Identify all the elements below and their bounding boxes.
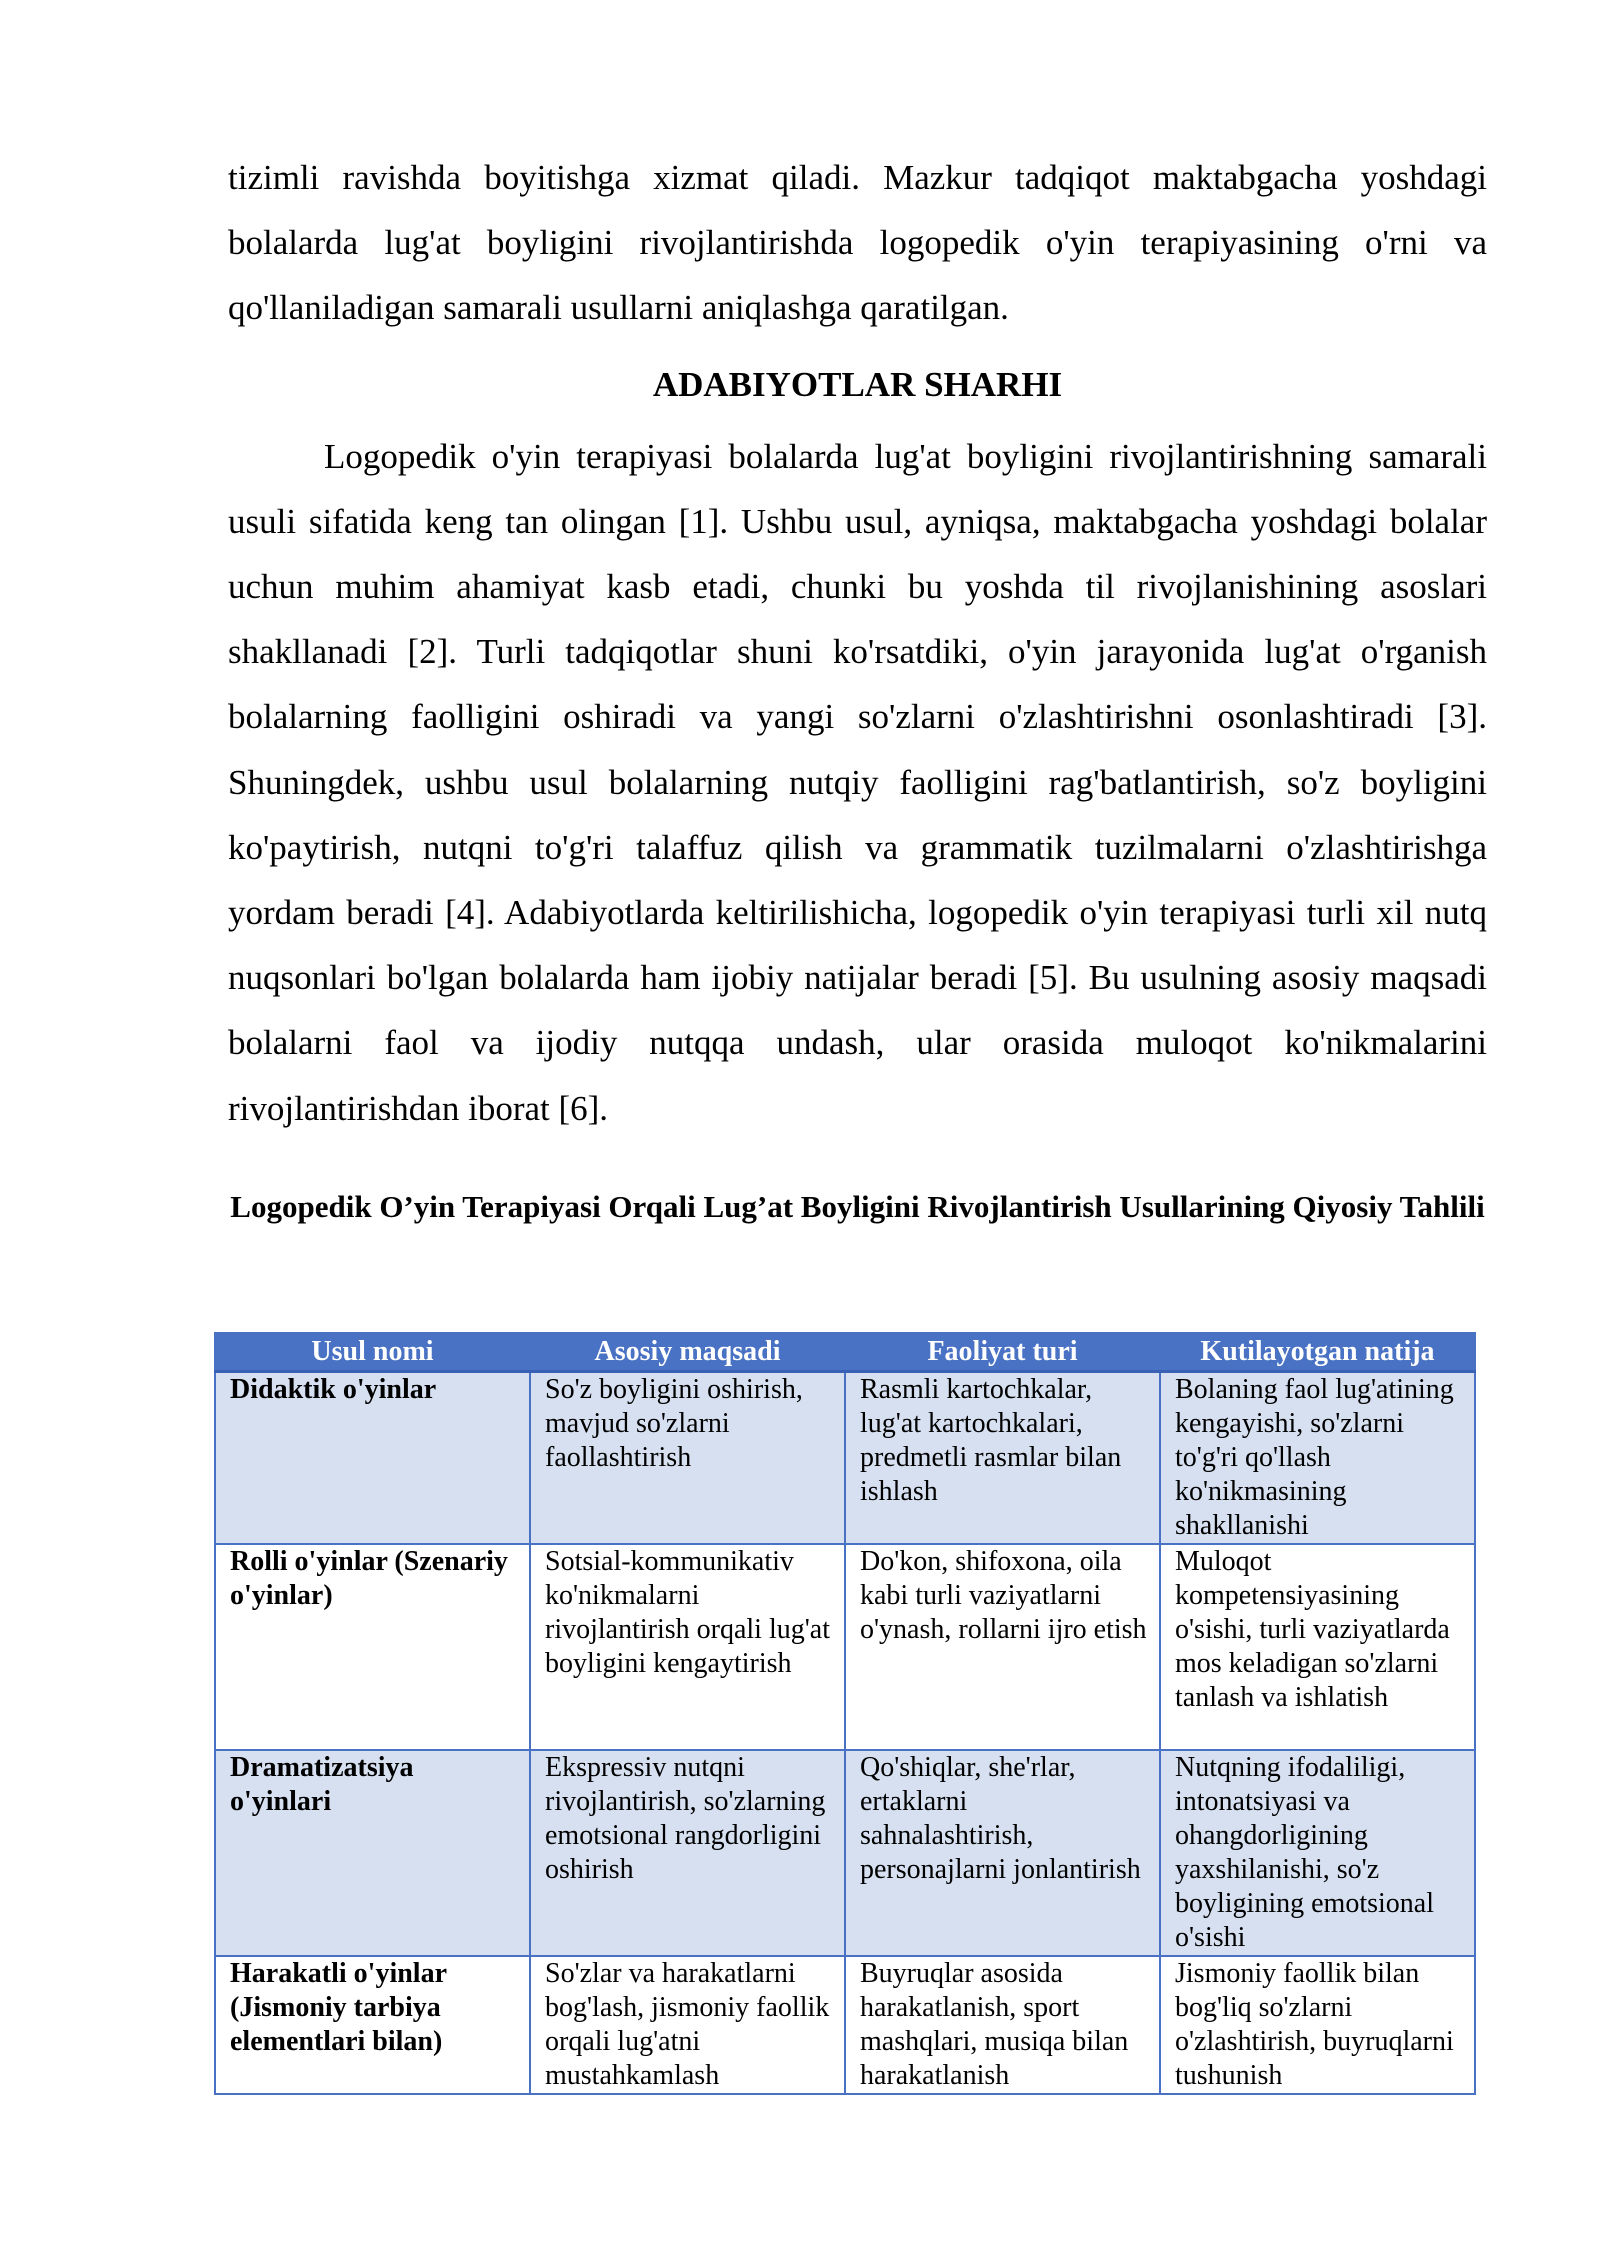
table-header-row [215,1333,1475,1372]
literature-paragraph: Logopedik o'yin terapiyasi bolalarda lug'at boyligini rivojlantirishning samarali usuli sifatida keng tan olingan [1]. Ushbu usul, ayniqsa, maktabgacha yoshdagi bolalar uchun muhim ahamiyat kasb etadi, chunki bu yoshda til rivojlanishining asoslari shakllanadi [2]. Turli tadqiqotlar shuni ko'rsatdiki, o'yin jarayonida lug'at o'rganish bolalarning faolligini oshiradi va yangi so'zlarni o'zlashtirishni osonlashtiradi [3]. Shuningdek, ushbu usul bolalarning nutqiy faolligini rag'batlantirish, so'z boyligini ko'paytirish, nutqni to'g'ri talaffuz qilish va grammatik tuzilmalarni o'zlashtirishga yordam beradi [4]. Adabiyotlarda keltirilishicha, logopedik o'yin terapiyasi turli xil nutq nuqsonlari bo'lgan bolalarda ham ijobiy natijalar beradi [5]. Bu usulning asosiy maqsadi bolalarni faol va ijodiy nutqqa undash, ular orasida muloqot ko'nikmalarini rivojlantirishdan iborat [6]. [228,436,1487,1128]
section-heading: ADABIYOTLAR SHARHI [652,364,1063,404]
activity-cell: Qo'shiqlar, she'rlar, ertaklarni sahnalashtirish, personajlarni jonlantirish [845,1750,1160,1956]
header-faoliyat-turi: Faoliyat turi [845,1333,1160,1372]
activity-cell: Buyruqlar asosida harakatlanish, sport mashqlari, musiqa bilan harakatlanish [845,1956,1160,2094]
intro-paragraph: tizimli ravishda boyitishga xizmat qiladi. Mazkur tadqiqot maktabgacha yoshdagi bolalarda lug'at boyligini rivojlantirishda logopedik o'yin terapiyasining o'rni va qo'llaniladigan samarali usullarni aniqlashga qaratilgan. [228,158,1487,328]
result-cell: Bolaning faol lug'atining kengayishi, so'zlarni to'g'ri qo'llash ko'nikmasining shakllanishi [1160,1372,1475,1545]
goal-cell: So'zlar va harakatlarni bog'lash, jismoniy faollik orqali lug'atni mustahkamlash [530,1956,845,2094]
comparison-table [214,1332,1476,2095]
header-kutilayotgan-natija: Kutilayotgan natija [1160,1333,1475,1372]
table-row [215,1956,1475,2094]
table-row [215,1544,1475,1750]
document-body [228,145,1487,1254]
goal-cell: So'z boyligini oshirish, mavjud so'zlarni faollashtirish [530,1372,845,1545]
activity-cell: Do'kon, shifoxona, oila kabi turli vaziyatlarni o'ynash, rollarni ijro etish [845,1544,1160,1750]
method-name-cell: Didaktik o'yinlar [215,1372,530,1545]
goal-cell: Ekspressiv nutqni rivojlantirish, so'zlarning emotsional rangdorligini oshirish [530,1750,845,1956]
table-caption: Logopedik O’yin Terapiyasi Orqali Lug’at Boyligini Rivojlantirish Usullarining Qiyosiy Tahlili [230,1188,1485,1224]
activity-cell: Rasmli kartochkalar, lug'at kartochkalari, predmetli rasmlar bilan ishlash [845,1372,1160,1545]
table-row [215,1750,1475,1956]
method-name-cell: Rolli o'yinlar (Szenariy o'yinlar) [215,1544,530,1750]
method-name-cell: Harakatli o'yinlar (Jismoniy tarbiya elementlari bilan) [215,1956,530,2094]
result-cell: Muloqot kompetensiyasining o'sishi, turli vaziyatlarda mos keladigan so'zlarni tanlash va ishlatish [1160,1544,1475,1750]
goal-cell: Sotsial-kommunikativ ko'nikmalarni rivojlantirish orqali lug'at boyligini kengaytirish [530,1544,845,1750]
header-usul-nomi: Usul nomi [215,1333,530,1372]
table-row [215,1372,1475,1545]
header-asosiy-maqsadi: Asosiy maqsadi [530,1333,845,1372]
result-cell: Jismoniy faollik bilan bog'liq so'zlarni o'zlashtirish, buyruqlarni tushunish [1160,1956,1475,2094]
method-name-cell: Dramatizatsiya o'yinlari [215,1750,530,1956]
result-cell: Nutqning ifodaliligi, intonatsiyasi va ohangdorligining yaxshilanishi, so'z boyligining emotsional o'sishi [1160,1750,1475,1956]
